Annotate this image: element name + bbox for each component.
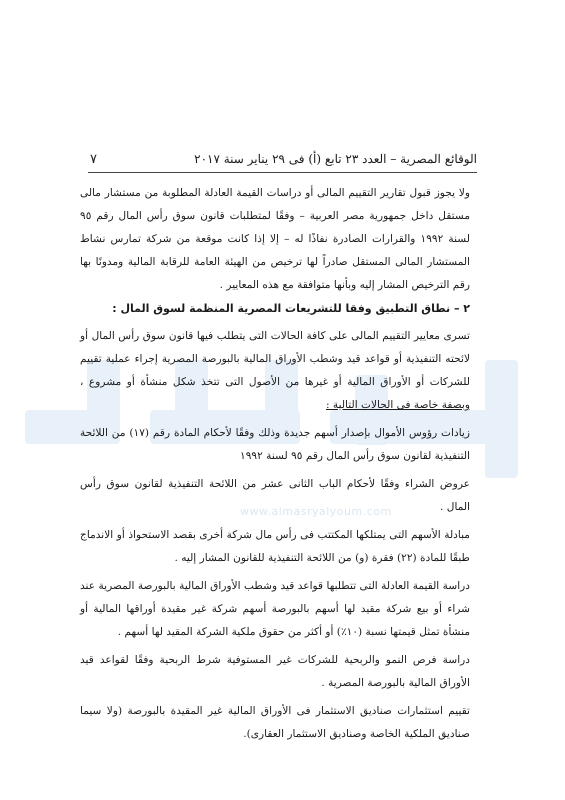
list-item: زيادات رؤوس الأموال بإصدار أسهم جديدة وذلك وفقًا لأحكام المادة رقم (١٧) من اللائحة التنفيذية لقانون سوق رأس المال رقم ٩٥ لسنة ١٩٩٢ — [80, 427, 470, 462]
scope-text: تسرى معايير التقييم المالى على كافة الحالات التى يتطلب فيها قانون سوق رأس المال أو لائحته التنفيذية أو قواعد قيد وشطب الأوراق المالية بالبورصة المصرية إجراء عملية تقييم للشركات أو الأوراق المالية أو غيرها من الأصول التى تتخذ شكل منشأة أو مشروع ، — [80, 330, 470, 388]
list-item: تقييم استثمارات صناديق الاستثمار فى الأوراق المالية غير المقيدة بالبورصة (ولا سيما صناديق الملكية الخاصة وصناديق الاستثمار العقارى). — [80, 705, 470, 740]
page-header — [88, 148, 477, 170]
watermark-url: www.almasryalyoum.com — [240, 505, 392, 518]
page-number: ٧ — [90, 151, 97, 167]
document-body — [80, 182, 470, 746]
list-item: دراسة فرص النمو والربحية للشركات غير المستوفية شرط الربحية وفقًا لقواعد قيد الأوراق المالية بالبورصة المصرية . — [80, 654, 470, 689]
list-item: عروض الشراء وفقًا لأحكام الباب الثانى عشر من اللائحة التنفيذية لقانون سوق رأس المال . — [80, 478, 470, 513]
scope-underlined: وبصفة خاصة فى الحالات التالية : — [326, 399, 470, 411]
section-heading: ٢ – نطاق التطبيق وفقا للتشريعات المصرية المنظمة لسوق المال : — [112, 302, 470, 315]
header-divider — [88, 172, 477, 173]
paragraph-advisor: ولا يجوز قبول تقارير التقييم المالى أو دراسات القيمة العادلة المطلوبة من مستشار مالى مستقل داخل جمهورية مصر العربية – وفقًا لمتطلبات قانون سوق رأس المال رقم ٩٥ لسنة ١٩٩٢ والقرارات الصادرة نفاذًا له – إلا إذا كانت موقعة من شركة تمارس نشاط المستشار المالى المستقل صادراً لها ترخيص من الهيئة العامة للرقابة المالية ومدونًا بها رقم الترخيص المشار إليه وبأنها متوافقة مع هذه المعايير . — [80, 187, 470, 291]
paragraph-scope — [80, 325, 470, 417]
header-title: الوقائع المصرية – العدد ٢٣ تابع (أ) فى ٢٩ يناير سنة ٢٠١٧ — [194, 152, 477, 166]
list-item: مبادلة الأسهم التى يمتلكها المكتتب فى رأس مال شركة أخرى بقصد الاستحواذ أو الاندماج طبقًا للمادة (٢٢) فقرة (و) من اللائحة التنفيذية للقانون المشار إليه . — [80, 529, 470, 564]
list-item: دراسة القيمة العادلة التى تتطلبها قواعد قيد وشطب الأوراق المالية بالبورصة المصرية عند شراء أو بيع شركة مقيد لها أسهم بالبورصة أسهم شركة غير مقيدة أوراقها المالية أو منشأة تمثل قيمتها نسبة (١٠٪) أو أكثر من حقوق ملكية الشركة المقيد لها أسهم . — [80, 580, 470, 638]
